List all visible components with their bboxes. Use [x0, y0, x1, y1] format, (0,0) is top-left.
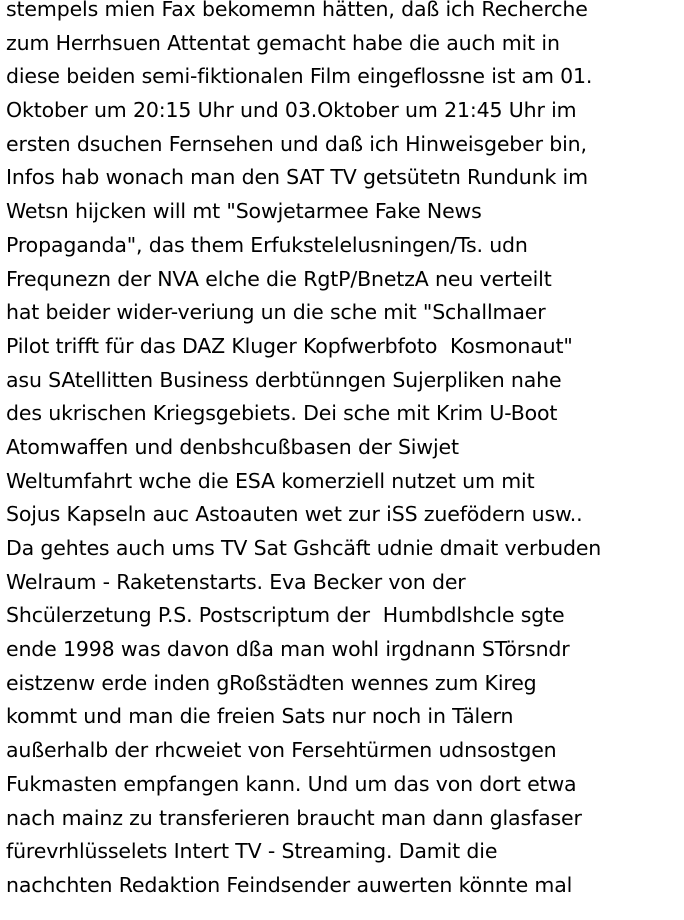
text-line: Welraum - Raketenstarts. Eva Becker von der	[6, 569, 466, 594]
text-line: zum Herrhsuen Attentat gemacht habe die auch mit in	[6, 30, 560, 55]
text-line: Wetsn hijcken will mt "Sowjetarmee Fake News	[6, 199, 482, 224]
text-line: ende 1998 was davon dßa man wohl irgdnann STörsndr	[6, 637, 570, 662]
text-line: Sojus Kapseln auc Astoauten wet zur iSS zuefödern usw..	[6, 502, 583, 527]
text-line: nachchten Redaktion Feindsender auwerten könnte mal	[6, 872, 573, 897]
text-line: fürevrhlüsselets Intert TV - Streaming. Damit die	[6, 839, 498, 864]
text-line: Shcülerzetung P.S. Postscriptum der Humbdlshcle sgte	[6, 603, 565, 628]
text-line: Da gehtes auch ums TV Sat Gshcäft udnie dmait verbuden	[6, 536, 602, 560]
text-line: kommt und man die freien Sats nur noch in Tälern	[6, 704, 514, 729]
text-line: Infos hab wonach man den SAT TV getsütetn Rundunk im	[6, 165, 588, 190]
text-line: eistzenw erde inden gRoßstädten wennes zum Kireg	[6, 670, 537, 695]
text-line: Oktober um 20:15 Uhr und 03.Oktober um 21:45 Uhr im	[6, 98, 577, 123]
text-line: stempels mien Fax bekomemn hätten, daß ich Recherche	[6, 0, 588, 21]
text-line: des ukrischen Kriegsgebiets. Dei sche mit Krim U-Boot	[6, 401, 558, 426]
text-line: Weltumfahrt wche die ESA komerziell nutzet um mit	[6, 468, 535, 493]
text-line: Pilot trifft für das DAZ Kluger Kopfwerbfoto Kosmonaut"	[6, 333, 573, 358]
document-text	[6, 0, 684, 903]
text-line: Propaganda", das them Erfukstelelusningen/Ts. udn	[6, 232, 528, 257]
text-line: Atomwaffen und denbshcußbasen der Siwjet	[6, 434, 459, 459]
text-line: außerhalb der rhcweiet von Fersehtürmen udnsostgen	[6, 738, 557, 763]
text-line: ersten dsuchen Fernsehen und daß ich Hinweisgeber bin,	[6, 131, 587, 156]
text-line: asu SAtellitten Business derbtünngen Sujerpliken nahe	[6, 367, 562, 392]
text-line: Frequnezn der NVA elche die RgtP/BnetzA neu verteilt	[6, 266, 552, 291]
text-line: nach mainz zu transferieren braucht man dann glasfaser	[6, 805, 582, 830]
text-line: Fukmasten empfangen kann. Und um das von dort etwa	[6, 771, 577, 796]
text-line: diese beiden semi-fiktionalen Film eingeflossne ist am 01.	[6, 64, 593, 89]
text-line: hat beider wider-veriung un die sche mit "Schallmaer	[6, 300, 546, 325]
